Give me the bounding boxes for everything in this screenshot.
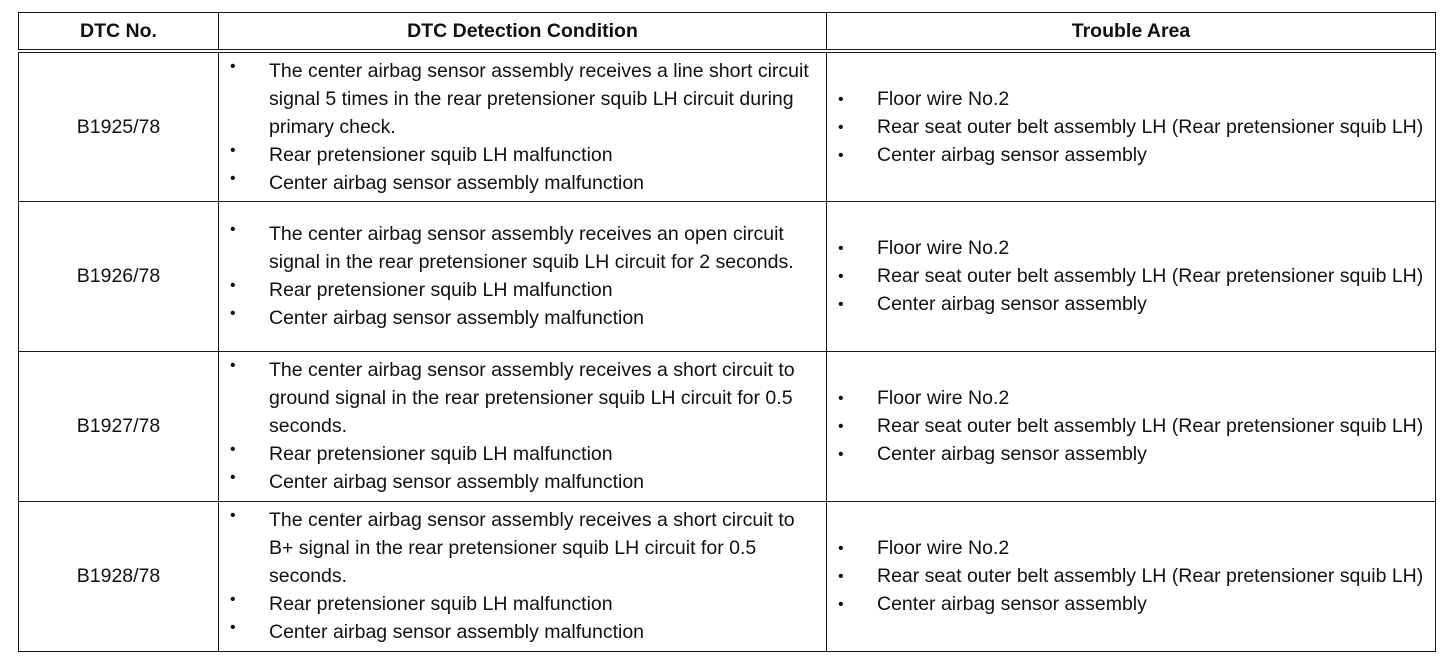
condition-item: [230, 590, 820, 618]
trouble-area-cell: [827, 501, 1436, 651]
bullet-icon: •: [838, 418, 844, 435]
table-body: [19, 51, 1436, 652]
header-detection-condition: DTC Detection Condition: [219, 13, 827, 51]
dtc-code: B1928/78: [19, 501, 219, 651]
trouble-area-item: [838, 590, 1429, 618]
condition-item: [230, 220, 820, 276]
table-row: [19, 51, 1436, 202]
condition-text: The center airbag sensor assembly receives an open circuit signal in the rear pretensioner squib LH circuit for 2 seconds.: [269, 223, 794, 273]
table-row: [19, 501, 1436, 651]
trouble-area-item: [838, 534, 1429, 562]
bullet-icon: •: [838, 90, 844, 108]
condition-item: [230, 506, 820, 590]
condition-text: Center airbag sensor assembly malfunction: [269, 171, 645, 194]
trouble-area-item: [838, 141, 1429, 169]
condition-list: [219, 216, 826, 336]
condition-item: [230, 276, 820, 304]
bullet-icon: •: [230, 357, 236, 374]
bullet-icon: •: [230, 305, 236, 322]
trouble-area-item: [838, 234, 1429, 262]
condition-item: [230, 169, 820, 197]
trouble-area-cell: [827, 201, 1436, 351]
bullet-icon: •: [838, 146, 844, 164]
condition-list: [219, 502, 826, 650]
header-row: [19, 13, 1436, 51]
header-dtc-no: DTC No.: [19, 13, 219, 51]
bullet-icon: •: [838, 268, 844, 285]
trouble-area-text: Rear seat outer belt assembly LH (Rear pretensioner squib LH): [877, 565, 1424, 587]
bullet-icon: •: [838, 568, 844, 585]
condition-text: Center airbag sensor assembly malfunction: [269, 307, 645, 329]
bullet-icon: •: [838, 596, 844, 613]
trouble-area-cell: [827, 351, 1436, 501]
bullet-icon: •: [838, 390, 844, 407]
bullet-icon: •: [230, 277, 236, 294]
table-row: [19, 201, 1436, 351]
condition-list: [219, 53, 826, 201]
detection-condition-cell: [219, 501, 827, 651]
trouble-area-item: [838, 113, 1429, 141]
trouble-area-list: [827, 534, 1435, 618]
trouble-area-text: Center airbag sensor assembly: [877, 293, 1147, 315]
table-header: [19, 13, 1436, 51]
bullet-icon: •: [230, 469, 236, 486]
condition-item: [230, 141, 820, 169]
trouble-area-text: Rear seat outer belt assembly LH (Rear pretensioner squib LH): [877, 115, 1424, 138]
trouble-area-item: [838, 262, 1429, 290]
trouble-area-cell: [827, 51, 1436, 202]
bullet-icon: •: [838, 540, 844, 557]
condition-item: [230, 618, 820, 646]
trouble-area-text: Rear seat outer belt assembly LH (Rear pretensioner squib LH): [877, 415, 1424, 437]
bullet-icon: •: [230, 221, 236, 238]
condition-item: [230, 304, 820, 332]
trouble-area-text: Floor wire No.2: [877, 537, 1010, 559]
bullet-icon: •: [230, 169, 236, 187]
trouble-area-item: [838, 440, 1429, 468]
trouble-area-item: [838, 562, 1429, 590]
condition-item: [230, 356, 820, 440]
dtc-table: [18, 12, 1436, 652]
bullet-icon: •: [838, 240, 844, 257]
trouble-area-list: [827, 384, 1435, 468]
table-row: [19, 351, 1436, 501]
condition-text: The center airbag sensor assembly receives a short circuit to ground signal in the rear pretensioner squib LH circuit for 0.5 seconds.: [269, 359, 795, 437]
bullet-icon: •: [230, 507, 236, 524]
condition-text: The center airbag sensor assembly receives a short circuit to B+ signal in the rear pretensioner squib LH circuit for 0.5 seconds.: [269, 509, 795, 587]
dtc-code: B1927/78: [19, 351, 219, 501]
header-trouble-area: Trouble Area: [827, 13, 1436, 51]
bullet-icon: •: [838, 296, 844, 313]
condition-text: Center airbag sensor assembly malfunction: [269, 471, 645, 493]
condition-text: Rear pretensioner squib LH malfunction: [269, 143, 613, 166]
condition-text: Rear pretensioner squib LH malfunction: [269, 593, 613, 615]
condition-list: [219, 352, 826, 500]
trouble-area-item: [838, 290, 1429, 318]
trouble-area-text: Floor wire No.2: [877, 237, 1010, 259]
bullet-icon: •: [838, 118, 844, 136]
dtc-code: B1925/78: [19, 51, 219, 202]
condition-text: Rear pretensioner squib LH malfunction: [269, 443, 613, 465]
detection-condition-cell: [219, 351, 827, 501]
condition-item: [230, 57, 820, 141]
trouble-area-list: [827, 234, 1435, 318]
trouble-area-text: Center airbag sensor assembly: [877, 593, 1147, 615]
condition-text: Rear pretensioner squib LH malfunction: [269, 279, 613, 301]
condition-text: Center airbag sensor assembly malfunction: [269, 621, 645, 643]
detection-condition-cell: [219, 51, 827, 202]
trouble-area-text: Center airbag sensor assembly: [877, 143, 1147, 166]
bullet-icon: •: [838, 446, 844, 463]
condition-item: [230, 468, 820, 496]
bullet-icon: •: [230, 57, 236, 75]
trouble-area-item: [838, 384, 1429, 412]
bullet-icon: •: [230, 141, 236, 159]
detection-condition-cell: [219, 201, 827, 351]
trouble-area-text: Floor wire No.2: [877, 87, 1010, 110]
trouble-area-text: Floor wire No.2: [877, 387, 1010, 409]
trouble-area-item: [838, 85, 1429, 113]
trouble-area-item: [838, 412, 1429, 440]
bullet-icon: •: [230, 441, 236, 458]
trouble-area-text: Center airbag sensor assembly: [877, 443, 1147, 465]
dtc-code: B1926/78: [19, 201, 219, 351]
bullet-icon: •: [230, 619, 236, 636]
bullet-icon: •: [230, 591, 236, 608]
condition-text: The center airbag sensor assembly receives a line short circuit signal 5 times in the rear pretensioner squib LH circuit during primary check.: [269, 59, 809, 138]
trouble-area-list: [827, 85, 1435, 169]
condition-item: [230, 440, 820, 468]
trouble-area-text: Rear seat outer belt assembly LH (Rear pretensioner squib LH): [877, 265, 1424, 287]
